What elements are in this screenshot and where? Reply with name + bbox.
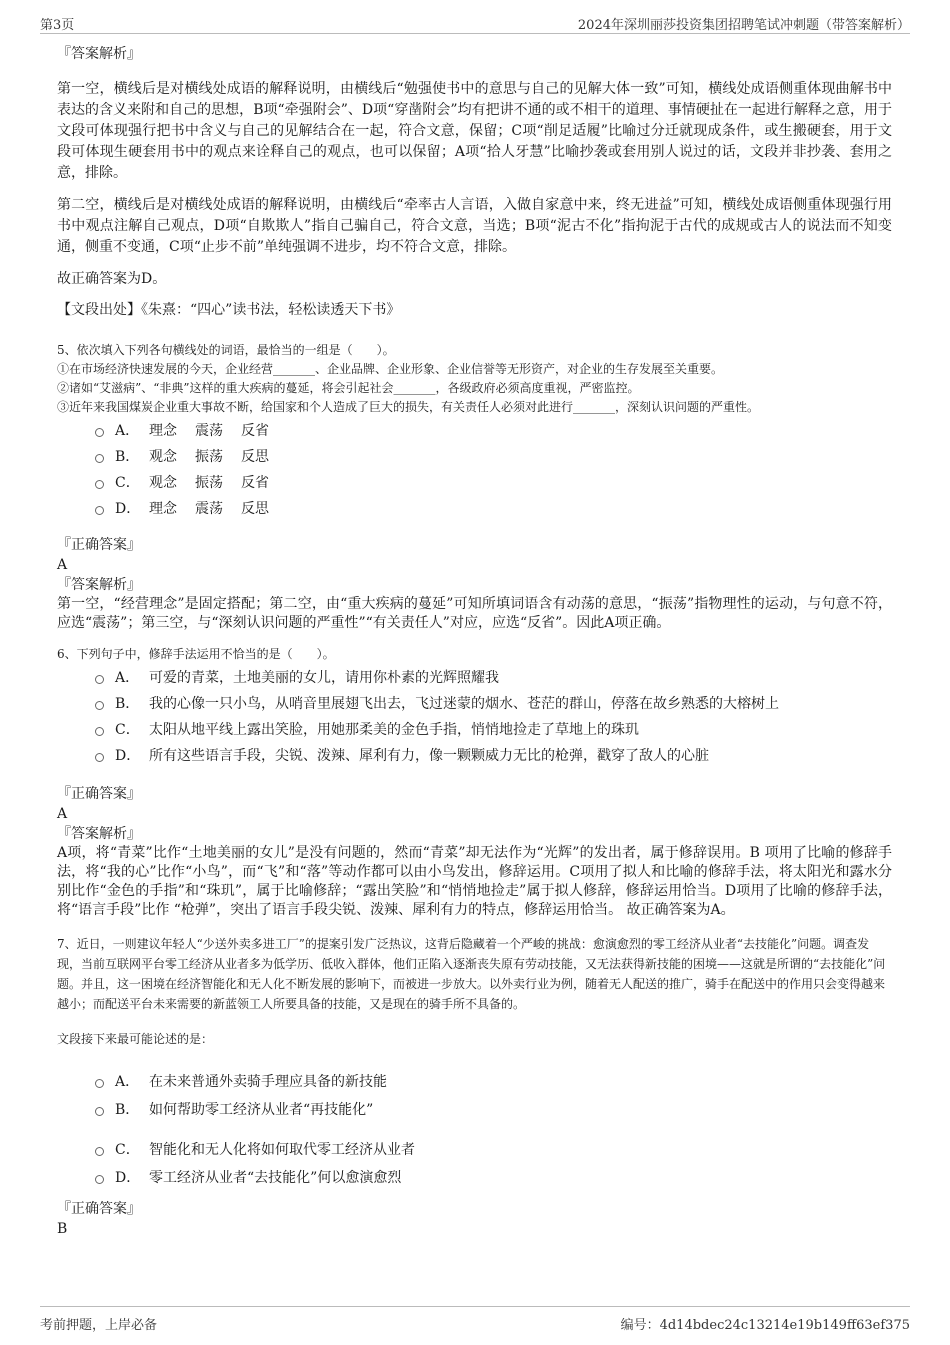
- q7-stem: 7、近日，一则建议年轻人“少送外卖多进工厂”的提案引发广泛热议，这背后隐藏着一个严峻的挑战：愈演愈烈的零工经济从业者“去技能化”问题。调查发现，当前互联网平台零工经济从业者多为低学历、低收入群体，他们正陷入逐渐丧失原有劳动技能，又无法获得新技能的困境——这就是所谓的“去技能化”问题。并且，这一困境在经济智能化和无人化不断发展的影响下，而被进一步放大。以外卖行业为例，随着无人配送的推广，骑手在配送中的作用只会变得越来越小；而配送平台未来需要的新蓝领工人所要具备的技能，又是现在的骑手所不具备的。: [57, 937, 886, 1011]
- radio-icon[interactable]: [95, 480, 104, 489]
- radio-icon[interactable]: [95, 506, 104, 515]
- radio-icon[interactable]: [95, 454, 104, 463]
- q5-option-b[interactable]: B． 观念 振荡 反思: [95, 443, 892, 469]
- q6-option-c[interactable]: C． 太阳从地平线上露出笑脸，用她那柔美的金色手指，悄悄地捡走了草地上的珠玑: [95, 716, 892, 742]
- radio-icon[interactable]: [95, 1079, 104, 1088]
- q5-option-a[interactable]: A． 理念 震荡 反省: [95, 417, 892, 443]
- radio-icon[interactable]: [95, 753, 104, 762]
- q4-analysis-p1: 第一空，横线后是对横线处成语的解释说明，由横线后“勉强使书中的意思与自己的见解大体一致”可知，横线处成语侧重体现曲解书中表达的含义来附和自己的思想，B项“牵强附会”、D项“穿凿附会”均有把讲不通的或不相干的道理、事情硬扯在一起进行解释之意，用于文段可体现强行把书中含义与自己的见解结合在一起，符合文意，保留；C项“削足适履”比喻过分迁就现成条件，或生搬硬套，用于文段可体现生硬套用书中的观点来诠释自己的观点，也可以保留；A项“拾人牙慧”比喻抄袭或套用别人说过的话，文段并非抄袭、套用之意，排除。: [57, 81, 892, 181]
- q6-option-b[interactable]: B． 我的心像一只小鸟，从哨音里展翅飞出去，飞过迷蒙的烟水、苍茫的群山，停落在故乡熟悉的大榕树上: [95, 690, 892, 716]
- document-id: 编号：4d14bdec24c13214e19b149ff63ef375: [620, 1318, 910, 1333]
- q7-correct-heading: 『正确答案』: [57, 1201, 141, 1217]
- q6-analysis: A项，将“青菜”比作“土地美丽的女儿”是没有问题的，然而“青菜”却无法作为“光辉”的发出者，属于修辞误用。B 项用了比喻的修辞手法，将“我的心”比作“小鸟”，而“飞”和“落”等动作都可以由小鸟发出，修辞运用。C项用了拟人和比喻的修辞手法，将太阳光和露水分 别比作“金色的手指”和“珠玑”，属于比喻修辞；“露出笑脸”和“悄悄地捡走”属于拟人修辞，修辞运用恰当。D项用了比喻的修辞手法，将“语言手段”比作 “枪弹”，突出了语言手段尖锐、泼辣、犀利有力的特点，修辞运用恰当。 故正确答案为A。: [57, 845, 892, 918]
- radio-icon[interactable]: [95, 675, 104, 684]
- radio-icon[interactable]: [95, 701, 104, 710]
- radio-icon[interactable]: [95, 428, 104, 437]
- q7-answer: B: [57, 1221, 68, 1237]
- q5-sentence-2: ②诸如“艾滋病”、“非典”这样的重大疾病的蔓延，将会引起社会_______，各级政府必须高度重视，严密监控。: [57, 381, 640, 395]
- q6-analysis-heading: 『答案解析』: [57, 826, 141, 842]
- q7-option-a[interactable]: A． 在未来普通外卖骑手理应具备的新技能: [95, 1067, 892, 1095]
- q5-option-c[interactable]: C． 观念 振荡 反省: [95, 469, 892, 495]
- q6-answer: A: [57, 806, 68, 822]
- document-title: 2024年深圳丽莎投资集团招聘笔试冲刺题（带答案解析）: [577, 18, 910, 33]
- q5-sentence-1: ①在市场经济快速发展的今天，企业经营_______、企业品牌、企业形象、企业信誉等无形资产，对企业的生存发展至关重要。: [57, 362, 724, 376]
- q6-stem: 6、下列句子中，修辞手法运用不恰当的是（ ）。: [57, 647, 335, 661]
- q4-source: 【文段出处】《朱熹：“四心”读书法，轻松读透天下书》: [57, 302, 401, 318]
- footer-divider: [40, 1306, 910, 1307]
- q7-option-d[interactable]: D． 零工经济从业者“去技能化”何以愈演愈烈: [95, 1163, 892, 1191]
- q5-sentence-3: ③近年来我国煤炭企业重大事故不断，给国家和个人造成了巨大的损失，有关责任人必须对此进行_______，深刻认识问题的严重性。: [57, 400, 760, 414]
- q4-conclusion: 故正确答案为D。: [57, 271, 167, 287]
- radio-icon[interactable]: [95, 1175, 104, 1184]
- q5-analysis-heading: 『答案解析』: [57, 577, 141, 593]
- footer-slogan: 考前押题，上岸必备: [40, 1318, 158, 1333]
- q5-analysis: 第一空，“经营理念”是固定搭配；第二空，由“重大疾病的蔓延”可知所填词语含有动荡的意思，“振荡”指物理性的运动，与句意不符，应选“震荡”；第三空，与“深刻认识问题的严重性”“有关责任人”对应，应选“反省”。因此A项正确。: [57, 596, 892, 631]
- q4-analysis-heading: 『答案解析』: [57, 46, 141, 62]
- header-divider: [40, 33, 910, 34]
- q7-options: [57, 1067, 892, 1191]
- q7-option-b[interactable]: B． 如何帮助零工经济从业者“再技能化”: [95, 1095, 892, 1123]
- radio-icon[interactable]: [95, 727, 104, 736]
- q7-prompt: 文段接下来最可能论述的是：: [57, 1032, 214, 1046]
- q5-answer: A: [57, 557, 68, 573]
- q6-correct-heading: 『正确答案』: [57, 786, 141, 802]
- q7-option-c[interactable]: C． 智能化和无人化将如何取代零工经济从业者: [95, 1135, 892, 1163]
- radio-icon[interactable]: [95, 1107, 104, 1116]
- q6-option-a[interactable]: A． 可爱的青菜，土地美丽的女儿，请用你朴素的光辉照耀我: [95, 664, 892, 690]
- page-number: 第3页: [40, 18, 75, 33]
- q5-option-d[interactable]: D． 理念 震荡 反思: [95, 495, 892, 521]
- q5-options: [57, 417, 892, 521]
- q5-correct-heading: 『正确答案』: [57, 537, 141, 553]
- radio-icon[interactable]: [95, 1147, 104, 1156]
- q6-options: [57, 664, 892, 768]
- q4-analysis-p2: 第二空，横线后是对横线处成语的解释说明，由横线后“牵率古人言语，入做自家意中来，终无进益”可知，横线处成语侧重体现强行用书中观点注解自己观点，D项“自欺欺人”指自己骗自己，符合文意，当选；B项“泥古不化”指拘泥于古代的成规或古人的说法而不知变通，侧重不变通，C项“止步不前”单纯强调不进步，均不符合文意，排除。: [57, 197, 892, 255]
- page-content: [57, 44, 892, 1239]
- q5-stem: 5、依次填入下列各句横线处的词语，最恰当的一组是（ ）。: [57, 343, 395, 357]
- q6-option-d[interactable]: D． 所有这些语言手段，尖锐、泼辣、犀利有力，像一颗颗威力无比的枪弹，戳穿了敌人的心脏: [95, 742, 892, 768]
